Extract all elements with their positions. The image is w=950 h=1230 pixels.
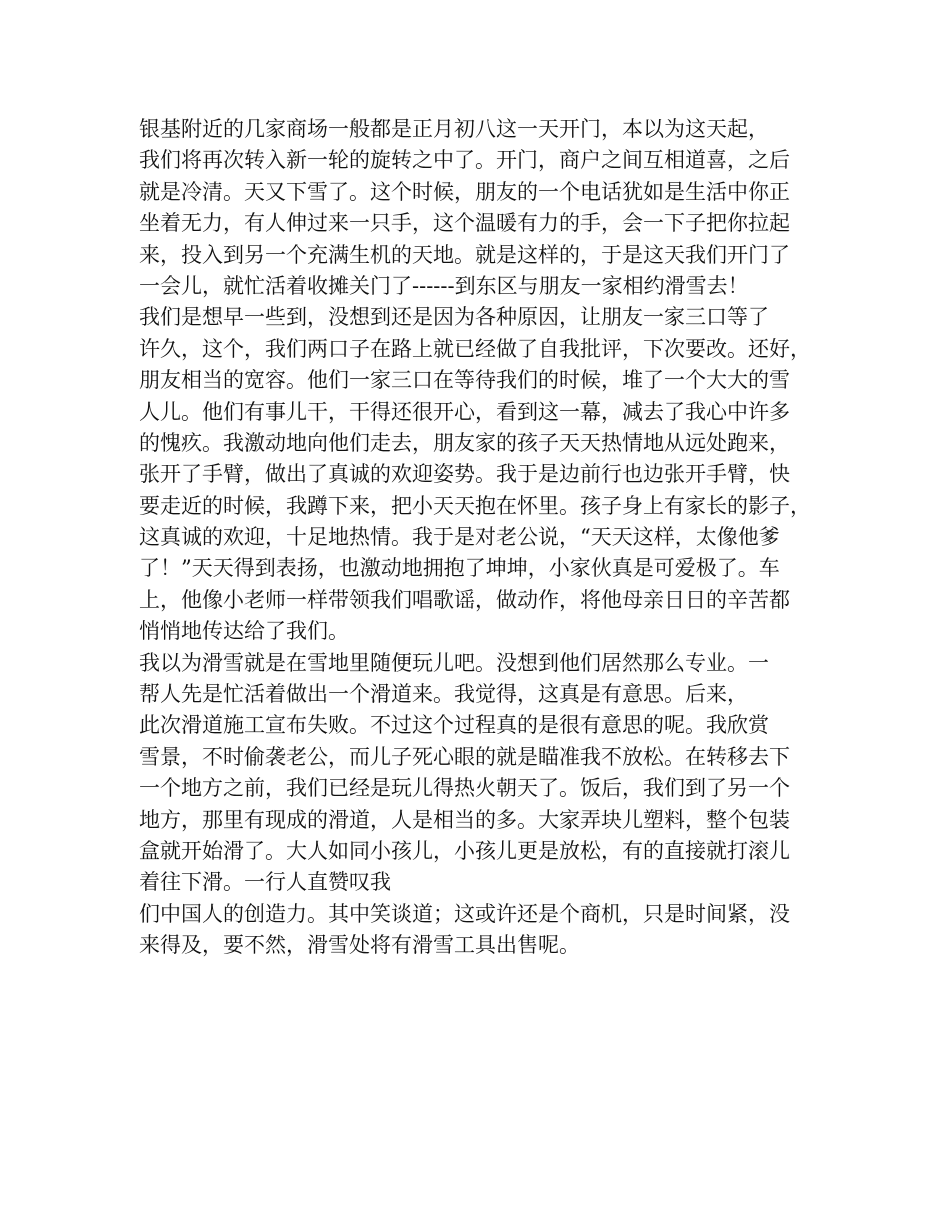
text-line: 着往下滑。一行人直赞叹我: [139, 870, 391, 895]
text-line: 此次滑道施工宣布失败。不过这个过程真的是很有意思的呢。我欣赏: [139, 713, 769, 738]
text-line: 银基附近的几家商场一般都是正月初八这一天开门，本以为这天起，: [139, 117, 769, 141]
text-line: 盒就开始滑了。大人如同小孩儿，小孩儿更是放松，有的直接就打滚儿: [139, 838, 790, 863]
text-line: 了！”天天得到表扬，也激动地拥抱了坤坤，小家伙真是可爱极了。车: [139, 556, 780, 581]
text-line: 我们将再次转入新一轮的旋转之中了。开门，商户之间互相道喜，之后: [139, 148, 790, 173]
text-line: 来得及，要不然，滑雪处将有滑雪工具出售呢。: [139, 933, 580, 958]
text-line: 们中国人的创造力。其中笑谈道；这或许还是个商机，只是时间紧，没: [139, 901, 790, 926]
text-line: 一会儿，就忙活着收摊关门了------到东区与朋友一家相约滑雪去！: [139, 273, 749, 298]
text-line: 我们是想早一些到，没想到还是因为各种原因，让朋友一家三口等了: [139, 305, 769, 330]
text-line: 来，投入到另一个充满生机的天地。就是这样的，于是这天我们开门了: [139, 242, 790, 267]
text-line: 人儿。他们有事儿干，干得还很开心，看到这一幕，减去了我心中许多: [139, 399, 790, 424]
text-line: 我以为滑雪就是在雪地里随便玩儿吧。没想到他们居然那么专业。一: [139, 650, 769, 675]
text-line: 帮人先是忙活着做出一个滑道来。我觉得，这真是有意思。后来，: [139, 682, 748, 707]
text-line: 张开了手臂，做出了真诚的欢迎姿势。我于是边前行也边张开手臂，快: [139, 462, 790, 487]
text-line: 雪景，不时偷袭老公，而儿子死心眼的就是瞄准我不放松。在转移去下: [139, 744, 790, 769]
text-line: 的愧疚。我激动地向他们走去，朋友家的孩子天天热情地从远处跑来，: [139, 430, 790, 455]
text-line: 坐着无力，有人伸过来一只手，这个温暖有力的手，会一下子把你拉起: [139, 211, 790, 236]
text-line: 要走近的时候，我蹲下来，把小天天抱在怀里。孩子身上有家长的影子，: [139, 493, 811, 518]
text-line: 地方，那里有现成的滑道，人是相当的多。大家弄块儿塑料，整个包装: [139, 807, 790, 832]
text-line: 朋友相当的宽容。他们一家三口在等待我们的时候，堆了一个大大的雪: [139, 368, 790, 393]
text-line: 就是冷清。天又下雪了。这个时候，朋友的一个电话犹如是生活中你正: [139, 179, 790, 204]
text-line: 悄悄地传达给了我们。: [139, 619, 349, 644]
text-line: 这真诚的欢迎，十足地热情。我于是对老公说，“天天这样，太像他爹: [139, 525, 780, 550]
text-line: 上，他像小老师一样带领我们唱歌谣，做动作，将他母亲日日的辛苦都: [139, 587, 790, 612]
text-line: 许久，这个，我们两口子在路上就已经做了自我批评，下次要改。还好，: [139, 336, 811, 361]
body-text: [139, 114, 839, 962]
text-line: 一个地方之前，我们已经是玩儿得热火朝天了。饭后，我们到了另一个: [139, 776, 790, 801]
